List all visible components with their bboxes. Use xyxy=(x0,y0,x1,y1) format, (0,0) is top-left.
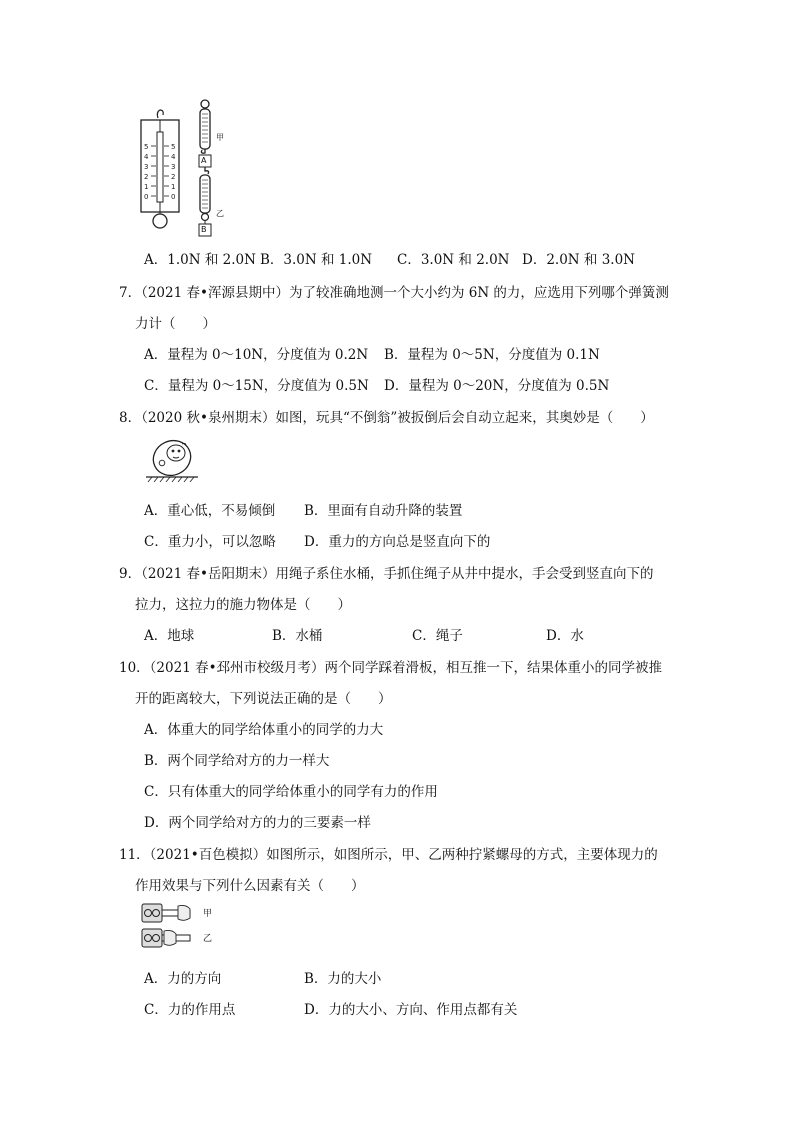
q11-option-d[interactable]: D．力的大小、方向、作用点都有关 xyxy=(304,1002,518,1018)
svg-text:0: 0 xyxy=(144,193,149,201)
q11-option-c[interactable]: C．力的作用点 xyxy=(144,1002,236,1018)
spring-scales-figure xyxy=(136,98,236,240)
q9-option-a[interactable]: A．地球 xyxy=(144,628,195,644)
q9-option-c[interactable]: C．绳子 xyxy=(412,628,463,644)
q8-option-b[interactable]: B．里面有自动升降的装置 xyxy=(304,503,463,519)
q11-option-b[interactable]: B．力的大小 xyxy=(304,971,382,987)
svg-text:4: 4 xyxy=(144,153,149,161)
q9-stem: 9．（2021 春•岳阳期末）用绳子系住水桶，手抓住绳子从井中提水，手会受到竖直向下的 xyxy=(119,566,654,582)
wrench-figure xyxy=(140,900,220,952)
q7-stem-cont: 力计（ ） xyxy=(135,316,216,332)
svg-text:2: 2 xyxy=(144,173,149,181)
block-b-label: B xyxy=(201,225,207,234)
q11-stem-cont: 作用效果与下列什么因素有关（ ） xyxy=(135,878,365,894)
q10-option-d[interactable]: D．两个同学给对方的力的三要素一样 xyxy=(144,815,371,831)
q10-stem: 10．（2021 春•邳州市校级月考）两个同学踩着滑板，相互推一下，结果体重小的同学被推 xyxy=(119,660,663,676)
svg-text:3: 3 xyxy=(171,163,176,171)
q10-option-c[interactable]: C．只有体重大的同学给体重小的同学有力的作用 xyxy=(144,784,438,800)
block-a-label: A xyxy=(201,156,207,165)
q6-option-d[interactable]: D．2.0N 和 3.0N xyxy=(522,252,635,268)
q6-option-b[interactable]: B．3.0N 和 1.0N xyxy=(260,252,373,268)
tumbler-toy-figure xyxy=(142,436,200,486)
q7-option-c[interactable]: C．量程为 0～15N，分度值为 0.5N xyxy=(144,378,369,394)
figure-label-yi: 乙 xyxy=(216,209,224,218)
q8-option-d[interactable]: D．重力的方向总是竖直向下的 xyxy=(304,534,491,550)
q10-option-a[interactable]: A．体重大的同学给体重小的同学的力大 xyxy=(144,722,384,738)
q11-stem: 11．（2021•百色模拟）如图所示，如图所示，甲、乙两种拧紧螺母的方式，主要体现力的 xyxy=(119,847,658,863)
q10-option-b[interactable]: B．两个同学给对方的力一样大 xyxy=(144,753,330,769)
svg-text:1: 1 xyxy=(144,183,149,191)
svg-text:1: 1 xyxy=(171,183,176,191)
q7-option-d[interactable]: D．量程为 0～20N，分度值为 0.5N xyxy=(384,378,610,394)
q8-option-a[interactable]: A．重心低，不易倾倒 xyxy=(144,503,276,519)
q9-stem-cont: 拉力，这拉力的施力物体是（ ） xyxy=(135,597,351,613)
q11-option-a[interactable]: A．力的方向 xyxy=(144,971,222,987)
figure-label-jia: 甲 xyxy=(216,133,224,142)
q9-option-b[interactable]: B．水桶 xyxy=(272,628,323,644)
q7-stem: 7．（2021 春•浑源县期中）为了较准确地测一个大小约为 6N 的力，应选用下列哪个弹簧测 xyxy=(119,285,669,301)
q10-stem-cont: 开的距离较大，下列说法正确的是（ ） xyxy=(135,691,392,707)
figure-label-yi: 乙 xyxy=(203,934,213,944)
q7-option-a[interactable]: A．量程为 0～10N，分度值为 0.2N xyxy=(144,347,369,363)
q6-option-a[interactable]: A．1.0N 和 2.0N xyxy=(144,252,256,268)
svg-text:0: 0 xyxy=(171,193,176,201)
q8-option-c[interactable]: C．重力小，可以忽略 xyxy=(144,534,276,550)
svg-text:5: 5 xyxy=(144,143,149,151)
svg-text:5: 5 xyxy=(171,143,176,151)
q7-option-b[interactable]: B．量程为 0～5N，分度值为 0.1N xyxy=(384,347,600,363)
q9-option-d[interactable]: D．水 xyxy=(546,628,584,644)
figure-label-jia: 甲 xyxy=(203,909,213,919)
svg-text:3: 3 xyxy=(144,163,149,171)
svg-text:4: 4 xyxy=(171,153,176,161)
svg-text:2: 2 xyxy=(171,173,176,181)
q6-option-c[interactable]: C．3.0N 和 2.0N xyxy=(397,252,510,268)
q8-stem: 8．（2020 秋•泉州期末）如图，玩具“不倒翁”被扳倒后会自动立起来，其奥妙是（ ） xyxy=(119,410,654,426)
